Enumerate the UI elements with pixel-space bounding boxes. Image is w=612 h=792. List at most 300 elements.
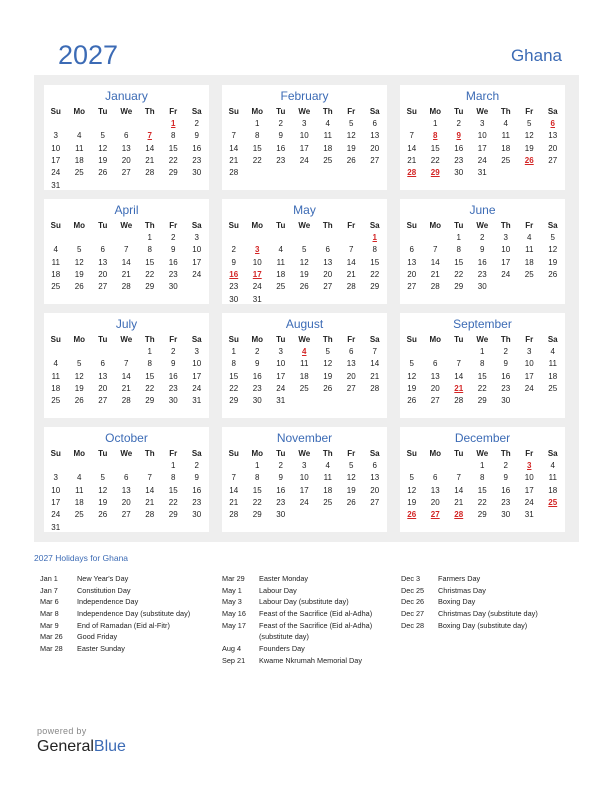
holiday-day-cell: 17 [252,269,262,279]
weekday-label: Sa [191,107,202,116]
day-cell: 30 [168,282,178,292]
weekday-label: Th [500,221,511,230]
day-cell: 14 [454,485,464,495]
day-cell: 18 [323,485,333,495]
day-cell: 4 [53,359,58,369]
weekday-label: Th [144,107,155,116]
day-cell: 19 [524,143,534,153]
day-cell: 24 [477,155,487,165]
day-cell: 29 [477,510,487,520]
weekday-label: We [298,335,311,344]
day-cell: 14 [145,143,155,153]
month-may [222,199,387,304]
day-cell: 10 [276,359,286,369]
day-cell: 7 [147,473,152,483]
weekday-label: We [120,449,133,458]
day-cell: 1 [480,347,485,356]
day-cell: 11 [525,245,534,255]
holiday-name: Farmers Day [438,574,481,583]
day-cell: 4 [53,245,58,255]
month-february [222,85,387,190]
holiday-name: New Year's Day [77,574,129,583]
day-cell: 8 [480,359,485,369]
day-cell: 16 [168,371,178,381]
day-cell: 18 [74,155,84,165]
day-cell: 12 [74,371,84,381]
weekday-label: Fr [347,449,356,458]
day-cell: 19 [346,143,356,153]
weekday-label: Th [144,335,155,344]
day-cell: 14 [370,359,380,369]
day-cell: 12 [98,143,108,153]
day-cell: 4 [77,473,82,483]
day-cell: 22 [454,269,464,279]
day-cell: 13 [370,131,380,141]
month-january [44,85,209,190]
day-cell: 25 [74,510,84,520]
day-cell: 12 [98,485,108,495]
holiday-date: Dec 28 [401,620,425,630]
day-cell: 5 [550,233,555,242]
day-cell: 2 [503,461,508,470]
weekday-label: Su [406,107,417,116]
holiday-date: Dec 25 [401,585,425,595]
day-cell: 28 [346,282,356,292]
day-cell: 18 [548,485,558,495]
day-cell: 3 [278,347,283,356]
day-cell: 23 [192,155,202,165]
day-cell: 14 [407,143,417,153]
holiday-name: Easter Sunday [77,644,125,654]
day-cell: 6 [433,473,438,483]
day-cell: 29 [370,282,380,292]
day-cell: 3 [503,233,508,242]
brand-blue: Blue [93,738,126,755]
holiday-day-cell: 3 [255,245,260,255]
weekday-label: Su [50,221,61,230]
day-cell: 10 [299,473,309,483]
weekday-label: Fr [525,335,534,344]
day-cell: 28 [145,510,155,520]
day-cell: 26 [299,282,309,292]
holiday-date: Mar 9 [40,620,59,630]
day-cell: 20 [98,383,108,393]
day-cell: 31 [252,294,262,304]
day-cell: 22 [252,155,262,165]
day-cell: 16 [501,371,511,381]
holiday-name: Feast of the Sacrifice (Eid al-Adha) [259,609,373,619]
day-cell: 17 [524,485,534,495]
day-cell: 23 [276,155,286,165]
day-cell: 6 [409,245,414,255]
day-cell: 13 [407,257,417,267]
day-cell: 24 [276,383,286,393]
day-cell: 19 [323,371,333,381]
day-cell: 28 [430,282,440,292]
day-cell: 28 [229,168,239,178]
day-cell: 30 [192,510,202,520]
day-cell: 13 [98,257,108,267]
day-cell: 6 [433,359,438,369]
day-cell: 25 [299,383,309,393]
day-cell: 1 [171,461,176,470]
holiday-name: End of Ramadan (Eid al-Fitr) [77,620,170,630]
weekday-label: Sa [369,221,380,230]
day-cell: 5 [77,359,82,369]
day-cell: 22 [430,155,440,165]
weekday-header [400,334,565,346]
weekday-label: We [120,335,133,344]
weekday-label: Su [228,221,239,230]
weekday-label: Th [322,221,333,230]
day-cell: 26 [74,282,84,292]
holiday-date: Mar 26 [40,632,63,642]
day-cell: 9 [171,245,176,255]
day-cell: 17 [276,371,286,381]
weekday-label: Su [50,335,61,344]
day-cell: 24 [51,168,61,178]
day-cell: 15 [145,371,155,381]
month-december [400,427,565,532]
day-cell: 17 [299,143,309,153]
weekday-header [44,448,209,460]
weekday-label: Th [144,449,155,458]
day-cell: 10 [192,359,202,369]
day-cell: 17 [524,371,534,381]
day-cell: 11 [51,371,60,381]
day-cell: 15 [168,485,178,495]
day-cell: 3 [527,347,532,356]
day-cell: 6 [100,245,105,255]
day-cell: 2 [456,119,461,128]
day-cell: 9 [255,359,260,369]
day-cell: 6 [372,119,377,128]
day-cell: 6 [124,131,129,141]
day-cell: 30 [276,510,286,520]
day-cell: 5 [409,473,414,483]
day-cell: 10 [524,359,534,369]
weekday-label: Su [228,449,239,458]
day-cell: 26 [407,396,417,406]
day-cell: 13 [121,485,131,495]
month-title: May [293,203,316,217]
day-cell: 22 [229,383,239,393]
day-cell: 11 [323,131,332,141]
weekday-label: Tu [454,449,464,458]
day-cell: 1 [231,347,236,356]
day-cell: 8 [147,359,152,369]
day-cell: 12 [407,371,417,381]
day-cell: 17 [51,155,61,165]
day-cell: 22 [370,269,380,279]
day-cell: 9 [503,359,508,369]
day-cell: 16 [501,485,511,495]
day-cell: 18 [299,371,309,381]
weekday-label: Fr [169,221,178,230]
day-cell: 21 [346,269,356,279]
day-cell: 24 [299,497,309,507]
day-cell: 9 [480,245,485,255]
weekday-label: Th [322,107,333,116]
day-cell: 5 [77,245,82,255]
day-cell: 13 [430,371,440,381]
day-cell: 14 [229,143,239,153]
weekday-label: Su [406,221,417,230]
weekday-label: We [476,107,489,116]
day-cell: 21 [430,269,440,279]
day-cell: 25 [276,282,286,292]
day-cell: 4 [325,461,330,470]
day-cell: 27 [323,282,333,292]
month-title: September [453,317,512,331]
day-cell: 22 [168,497,178,507]
day-cell: 5 [409,359,414,369]
day-cell: 11 [276,257,285,267]
day-cell: 15 [477,485,487,495]
day-cell: 9 [194,473,199,483]
weekday-label: We [120,107,133,116]
day-cell: 17 [299,485,309,495]
day-cell: 15 [229,371,239,381]
day-cell: 5 [349,461,354,470]
month-title: October [105,431,148,445]
holiday-date: Dec 26 [401,597,425,607]
day-cell: 7 [231,131,236,141]
day-cell: 10 [51,485,61,495]
day-cell: 31 [192,396,202,406]
day-cell: 9 [278,131,283,141]
day-cell: 16 [192,143,202,153]
day-cell: 7 [456,473,461,483]
weekday-label: We [298,107,311,116]
day-cell: 15 [252,485,262,495]
day-cell: 30 [168,396,178,406]
day-cell: 1 [456,233,461,242]
day-cell: 24 [501,269,511,279]
day-cell: 20 [98,269,108,279]
month-march [400,85,565,190]
day-cell: 3 [194,347,199,356]
day-cell: 20 [370,485,380,495]
holiday-day-cell: 9 [456,131,461,141]
page-country: Ghana [510,46,562,65]
weekday-header [222,334,387,346]
holiday-day-cell: 25 [548,497,558,507]
day-cell: 29 [477,396,487,406]
weekday-label: Tu [276,335,286,344]
day-cell: 27 [407,282,417,292]
day-cell: 31 [51,180,61,190]
day-cell: 26 [98,168,108,178]
day-cell: 11 [300,359,309,369]
day-cell: 28 [454,396,464,406]
day-cell: 22 [168,155,178,165]
day-cell: 18 [51,383,61,393]
day-cell: 25 [524,269,534,279]
holiday-name: Good Friday [77,632,118,642]
holiday-date: Mar 28 [40,644,63,654]
day-cell: 10 [477,131,487,141]
day-cell: 5 [325,347,330,356]
day-cell: 29 [229,396,239,406]
weekday-header [400,106,565,118]
day-cell: 16 [276,485,286,495]
weekday-label: Fr [169,335,178,344]
day-cell: 3 [480,119,485,128]
day-cell: 12 [323,359,333,369]
day-cell: 24 [192,269,202,279]
day-cell: 18 [51,269,61,279]
day-cell: 12 [299,257,309,267]
day-cell: 8 [456,245,461,255]
holiday-name: Kwame Nkrumah Memorial Day [259,655,362,665]
day-cell: 2 [255,347,260,356]
day-cell: 21 [407,155,417,165]
day-cell: 30 [252,396,262,406]
day-cell: 11 [548,473,557,483]
day-cell: 21 [121,383,131,393]
day-cell: 11 [501,131,510,141]
month-title: February [280,89,329,103]
weekday-label: Mo [429,335,442,344]
day-cell: 2 [278,119,283,128]
weekday-label: Fr [347,221,356,230]
day-cell: 18 [548,371,558,381]
day-cell: 10 [524,473,534,483]
weekday-label: Tu [276,221,286,230]
month-title: August [285,317,324,331]
weekday-label: Mo [251,107,264,116]
day-cell: 9 [194,131,199,141]
month-title: April [114,203,139,217]
weekday-label: Su [50,107,61,116]
day-cell: 2 [480,233,485,242]
holiday-date: May 16 [222,609,246,619]
day-cell: 31 [477,168,487,178]
day-cell: 22 [145,269,155,279]
day-cell: 8 [147,245,152,255]
day-cell: 23 [477,269,487,279]
day-cell: 28 [121,282,131,292]
month-title: June [469,203,496,217]
day-cell: 1 [480,461,485,470]
day-cell: 4 [503,119,508,128]
month-title: March [465,89,500,103]
day-cell: 20 [430,383,440,393]
weekday-label: Mo [251,221,264,230]
day-cell: 21 [229,155,239,165]
day-cell: 30 [477,282,487,292]
weekday-label: Sa [369,107,380,116]
weekday-label: Mo [73,449,86,458]
day-cell: 15 [430,143,440,153]
day-cell: 25 [51,282,61,292]
holiday-date: Mar 8 [40,609,59,619]
weekday-label: Sa [547,449,558,458]
day-cell: 11 [548,359,557,369]
day-cell: 27 [98,282,108,292]
holiday-date: Mar 29 [222,574,245,583]
day-cell: 17 [192,371,202,381]
day-cell: 19 [299,269,309,279]
day-cell: 2 [194,461,199,470]
day-cell: 2 [171,347,176,356]
day-cell: 24 [524,383,534,393]
day-cell: 20 [323,269,333,279]
weekday-label: Tu [454,335,464,344]
day-cell: 8 [372,245,377,255]
day-cell: 13 [98,371,108,381]
holiday-date: Jan 7 [40,585,58,595]
day-cell: 8 [171,131,176,141]
day-cell: 11 [323,473,332,483]
holiday-date: Jan 1 [40,574,58,583]
day-cell: 3 [302,119,307,128]
day-cell: 13 [121,143,131,153]
weekday-label: We [476,335,489,344]
month-november [222,427,387,532]
day-cell: 30 [229,294,239,304]
weekday-header [44,220,209,232]
day-cell: 30 [501,510,511,520]
day-cell: 10 [252,257,262,267]
month-august [222,313,387,418]
weekday-label: Su [406,335,417,344]
day-cell: 8 [255,473,260,483]
day-cell: 10 [501,245,511,255]
day-cell: 22 [477,383,487,393]
weekday-label: Sa [191,221,202,230]
day-cell: 15 [168,143,178,153]
month-title: November [276,431,333,445]
day-cell: 24 [299,155,309,165]
day-cell: 25 [51,396,61,406]
day-cell: 5 [349,119,354,128]
day-cell: 26 [98,510,108,520]
day-cell: 20 [121,155,131,165]
day-cell: 9 [231,257,236,267]
day-cell: 12 [74,257,84,267]
month-april [44,199,209,304]
day-cell: 29 [168,168,178,178]
holiday-day-cell: 28 [454,510,464,520]
weekday-label: Mo [73,335,86,344]
weekday-label: Fr [525,221,534,230]
day-cell: 17 [477,143,487,153]
day-cell: 27 [548,155,558,165]
day-cell: 21 [145,497,155,507]
day-cell: 23 [192,497,202,507]
holiday-date: Dec 3 [401,574,421,583]
day-cell: 12 [407,485,417,495]
holiday-date: May 3 [222,597,242,607]
day-cell: 26 [74,396,84,406]
holiday-date: Mar 6 [40,597,59,607]
day-cell: 4 [325,119,330,128]
holiday-day-cell: 6 [550,119,555,128]
day-cell: 7 [456,359,461,369]
day-cell: 27 [346,383,356,393]
month-title: December [454,431,511,445]
brand-logo[interactable] [37,738,126,756]
brand-general: General [37,738,94,755]
day-cell: 5 [100,473,105,483]
month-july [44,313,209,418]
day-cell: 21 [370,371,380,381]
holiday-day-cell: 1 [372,233,377,242]
weekday-label: Th [500,335,511,344]
day-cell: 15 [145,257,155,267]
